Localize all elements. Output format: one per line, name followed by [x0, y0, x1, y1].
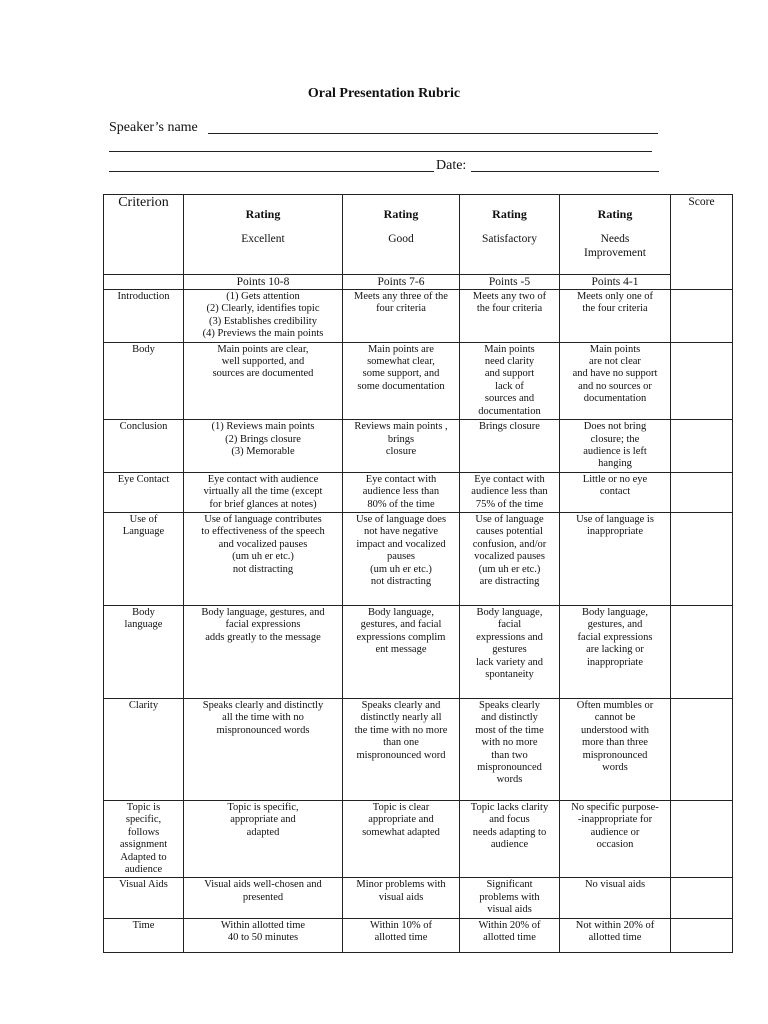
- date-label: Date:: [436, 158, 467, 173]
- descriptor-cell: Brings closure: [460, 420, 560, 473]
- score-cell[interactable]: [671, 918, 733, 952]
- score-cell[interactable]: [671, 290, 733, 343]
- descriptor-cell: (1) Reviews main points (2) Brings closure (3) Memorable: [184, 420, 343, 473]
- descriptor-cell: Meets any three of the four criteria: [343, 290, 460, 343]
- row-clarity: [104, 698, 733, 800]
- descriptor-cell: Topic is clear appropriate and somewhat adapted: [343, 800, 460, 877]
- criterion-cell: Eye Contact: [104, 472, 184, 512]
- criterion-header: Criterion: [104, 195, 184, 275]
- rating-header-satisfactory: [460, 195, 560, 275]
- row-topic: [104, 800, 733, 877]
- descriptor-cell: Body language, facial expressions and gestures lack variety and spontaneity: [460, 605, 560, 698]
- descriptor-cell: Minor problems with visual aids: [343, 878, 460, 918]
- row-body: [104, 342, 733, 419]
- score-cell[interactable]: [671, 420, 733, 473]
- descriptor-cell: Speaks clearly and distinctly most of the time with no more than two mispronounced words: [460, 698, 560, 800]
- score-cell[interactable]: [671, 878, 733, 918]
- level-name: Excellent: [241, 233, 285, 246]
- points-needs-improvement: Points 4-1: [560, 274, 671, 289]
- rating-label: Rating: [597, 207, 633, 222]
- descriptor-cell: Eye contact with audience virtually all the time (except for brief glances at notes): [184, 472, 343, 512]
- descriptor-cell: Visual aids well-chosen and presented: [184, 878, 343, 918]
- score-cell[interactable]: [671, 800, 733, 877]
- points-excellent: Points 10-8: [184, 274, 343, 289]
- criterion-cell: Use of Language: [104, 512, 184, 605]
- descriptor-cell: Little or no eye contact: [560, 472, 671, 512]
- descriptor-cell: Speaks clearly and distinctly nearly all the time with no more than one mispronounced word: [343, 698, 460, 800]
- speaker-name-field-continued[interactable]: [109, 151, 652, 152]
- descriptor-cell: Does not bring closure; the audience is left hanging: [560, 420, 671, 473]
- descriptor-cell: No specific purpose- -inappropriate for audience or occasion: [560, 800, 671, 877]
- score-cell[interactable]: [671, 342, 733, 419]
- row-use-of-language: [104, 512, 733, 605]
- descriptor-cell: Body language, gestures, and facial expressions are lacking or inappropriate: [560, 605, 671, 698]
- criterion-cell: Clarity: [104, 698, 184, 800]
- descriptor-cell: Use of language does not have negative impact and vocalized pauses (um uh er etc.) not distracting: [343, 512, 460, 605]
- descriptor-cell: Reviews main points , brings closure: [343, 420, 460, 473]
- descriptor-cell: Main points are somewhat clear, some support, and some documentation: [343, 342, 460, 419]
- descriptor-cell: No visual aids: [560, 878, 671, 918]
- score-cell[interactable]: [671, 512, 733, 605]
- rating-label: Rating: [245, 207, 281, 222]
- descriptor-cell: Often mumbles or cannot be understood with more than three mispronounced words: [560, 698, 671, 800]
- descriptor-cell: Within 10% of allotted time: [343, 918, 460, 952]
- descriptor-cell: Speaks clearly and distinctly all the time with no mispronounced words: [184, 698, 343, 800]
- points-satisfactory: Points -5: [460, 274, 560, 289]
- score-header: Score: [671, 195, 733, 290]
- criterion-cell: Conclusion: [104, 420, 184, 473]
- page-title: Oral Presentation Rubric: [307, 86, 461, 101]
- rating-label: Rating: [383, 207, 419, 222]
- descriptor-cell: Use of language causes potential confusion, and/or vocalized pauses (um uh er etc.) are distracting: [460, 512, 560, 605]
- points-blank-cell: [104, 274, 184, 289]
- row-time: [104, 918, 733, 952]
- rating-header-good: [343, 195, 460, 275]
- descriptor-cell: Main points need clarity and support lack of sources and documentation: [460, 342, 560, 419]
- row-body-language: [104, 605, 733, 698]
- rating-header-needs-improvement: [560, 195, 671, 275]
- rating-header-excellent: [184, 195, 343, 275]
- criterion-cell: Introduction: [104, 290, 184, 343]
- descriptor-cell: Eye contact with audience less than 80% of the time: [343, 472, 460, 512]
- descriptor-cell: Body language, gestures, and facial expressions complim ent message: [343, 605, 460, 698]
- descriptor-cell: Use of language contributes to effectiveness of the speech and vocalized pauses (um uh er etc.) not distracting: [184, 512, 343, 605]
- extra-line-field[interactable]: [109, 171, 435, 172]
- row-visual-aids: [104, 878, 733, 918]
- date-field[interactable]: [471, 171, 659, 172]
- descriptor-cell: Eye contact with audience less than 75% of the time: [460, 472, 560, 512]
- criterion-cell: Topic is specific, follows assignment Adapted to audience: [104, 800, 184, 877]
- level-name: Satisfactory: [482, 233, 537, 246]
- points-good: Points 7-6: [343, 274, 460, 289]
- descriptor-cell: Meets any two of the four criteria: [460, 290, 560, 343]
- descriptor-cell: Main points are clear, well supported, and sources are documented: [184, 342, 343, 419]
- rubric-table: [103, 194, 733, 953]
- row-conclusion: [104, 420, 733, 473]
- date-line: [109, 158, 659, 176]
- descriptor-cell: Body language, gestures, and facial expressions adds greatly to the message: [184, 605, 343, 698]
- descriptor-cell: Significant problems with visual aids: [460, 878, 560, 918]
- row-introduction: [104, 290, 733, 343]
- descriptor-cell: Within allotted time 40 to 50 minutes: [184, 918, 343, 952]
- descriptor-cell: Topic lacks clarity and focus needs adapting to audience: [460, 800, 560, 877]
- descriptor-cell: Main points are not clear and have no support and no sources or documentation: [560, 342, 671, 419]
- score-cell[interactable]: [671, 605, 733, 698]
- descriptor-cell: Topic is specific, appropriate and adapted: [184, 800, 343, 877]
- speaker-name-label: Speaker’s name: [109, 120, 198, 135]
- descriptor-cell: Within 20% of allotted time: [460, 918, 560, 952]
- criterion-cell: Visual Aids: [104, 878, 184, 918]
- points-row: [104, 274, 733, 289]
- level-name: Needs Improvement: [584, 233, 646, 259]
- header-row: [104, 195, 733, 275]
- criterion-cell: Body language: [104, 605, 184, 698]
- descriptor-cell: Use of language is inappropriate: [560, 512, 671, 605]
- speaker-name-field[interactable]: [208, 133, 658, 134]
- score-cell[interactable]: [671, 472, 733, 512]
- criterion-cell: Body: [104, 342, 184, 419]
- rating-label: Rating: [492, 207, 527, 222]
- descriptor-cell: (1) Gets attention (2) Clearly, identifies topic (3) Establishes credibility (4) Previews the main points: [184, 290, 343, 343]
- descriptor-cell: Not within 20% of allotted time: [560, 918, 671, 952]
- criterion-cell: Time: [104, 918, 184, 952]
- row-eye-contact: [104, 472, 733, 512]
- descriptor-cell: Meets only one of the four criteria: [560, 290, 671, 343]
- level-name: Good: [388, 233, 414, 246]
- score-cell[interactable]: [671, 698, 733, 800]
